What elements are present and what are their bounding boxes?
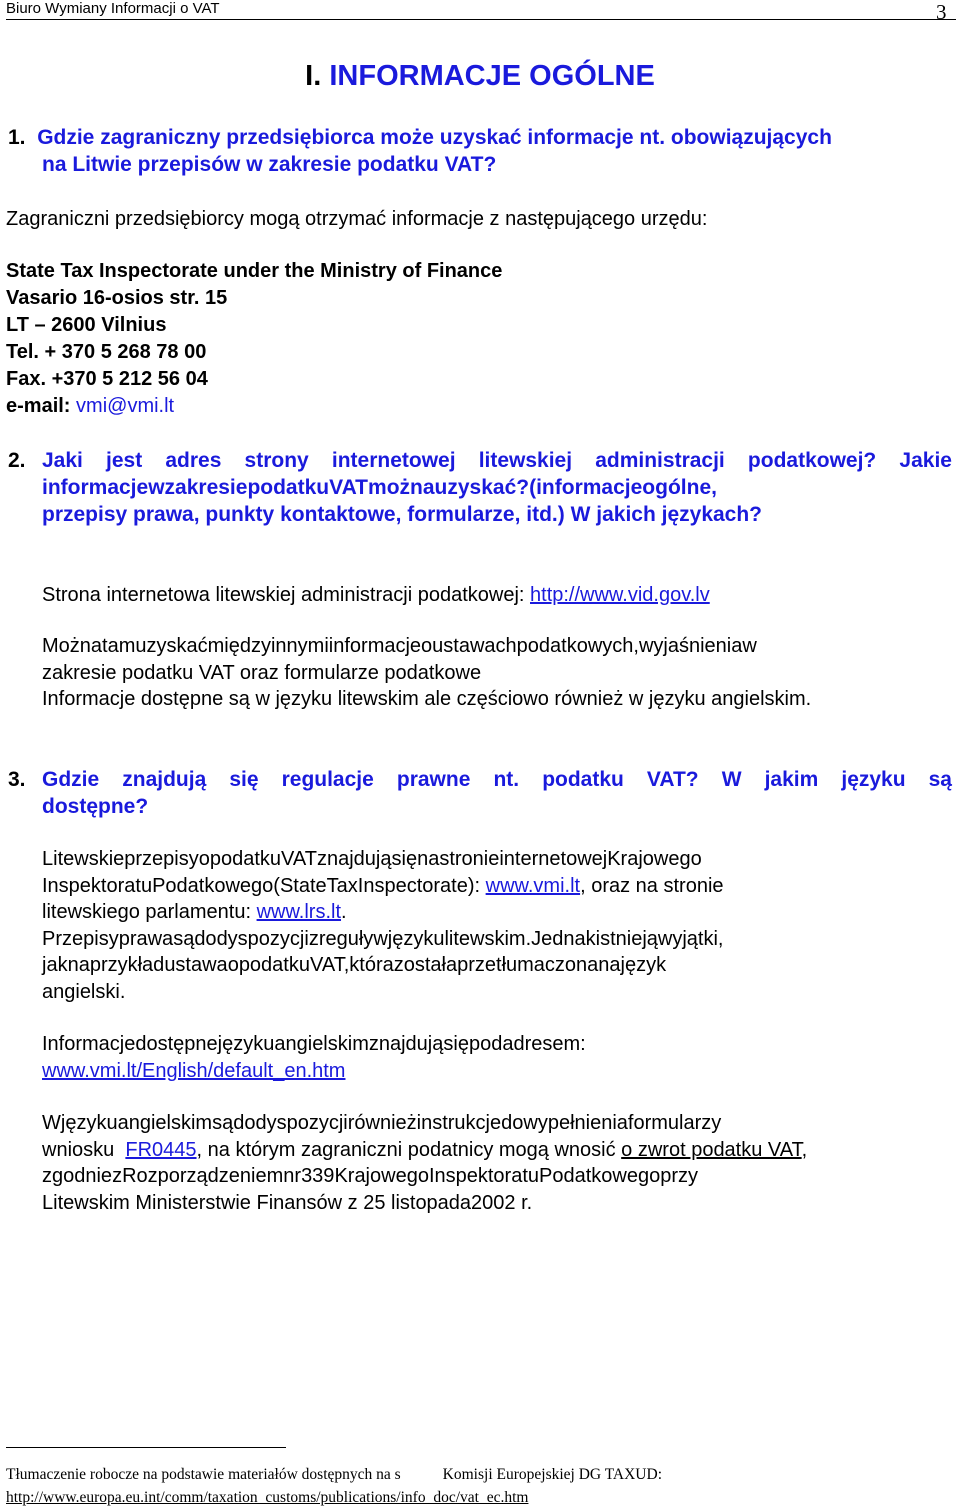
tax-admin-site-label: Strona internetowa litewskiej administracji podatkowej: (42, 584, 531, 606)
word: dyspozycji (216, 927, 309, 950)
word: języku (217, 1033, 275, 1055)
english-info-line (42, 1031, 952, 1058)
q3-answer-paragraph-1 (42, 846, 952, 1005)
word: angielskim (274, 1033, 369, 1055)
running-header: Biuro Wymiany Informacji o VAT (6, 0, 220, 17)
word: informacje (328, 635, 422, 657)
word: wyjątki, (657, 927, 724, 950)
word: wyjaśnienia (638, 635, 743, 657)
office-fax: Fax. +370 5 212 56 04 (6, 368, 208, 390)
footer-divider (6, 1447, 286, 1448)
q3-answer-line-2-word: na (635, 874, 658, 897)
q3-answer-line-2 (42, 873, 952, 900)
word: języku (60, 1112, 118, 1134)
word: na (67, 954, 90, 976)
word: Przepisy (42, 927, 119, 950)
word: litewskim. (444, 927, 532, 950)
office-address (6, 258, 502, 420)
word: została (393, 954, 458, 976)
word: która (349, 954, 394, 976)
word: W (721, 768, 742, 791)
word: przepisy (124, 848, 199, 870)
word: angielskim (117, 1112, 213, 1134)
word: wypełnienia (523, 1112, 628, 1134)
word: podatku (542, 768, 624, 791)
period: . (341, 901, 347, 923)
word: uzyskać (135, 635, 208, 657)
q3-answer-line-3 (42, 899, 952, 926)
word: ustawa (164, 954, 228, 976)
word: jakim (764, 768, 819, 791)
word: Krajowego (334, 1165, 429, 1187)
word: języku (841, 768, 906, 791)
word: się (443, 1033, 469, 1055)
q3-answer-line-6: angielski. (42, 980, 126, 1003)
word: podatku (238, 954, 310, 976)
word: Inspektoratu (428, 1165, 540, 1187)
parliament-label: litewskiego parlamentu: (42, 901, 257, 923)
word: internetowej (331, 449, 456, 472)
word: innymi (270, 635, 329, 657)
word: istnieją (595, 927, 658, 950)
word: zgodnie (42, 1165, 113, 1187)
word: internetowej (499, 848, 608, 870)
question-2-number: 2. (8, 449, 26, 472)
question-3-line-2: dostępne? (42, 795, 149, 818)
question-2-line-2 (42, 474, 952, 501)
fr0445-link[interactable]: FR0445 (125, 1138, 197, 1161)
word: język (620, 954, 667, 976)
word: (State (273, 874, 327, 897)
word: Informacje (42, 1033, 136, 1055)
instructions-line-2 (42, 1137, 952, 1164)
word: do (233, 1112, 256, 1134)
word: są (928, 768, 952, 791)
word: administracji (595, 449, 725, 472)
word: na (598, 954, 621, 976)
section-title (0, 60, 960, 93)
word: reguły (318, 927, 374, 950)
q3-answer-line-4 (42, 926, 952, 953)
instructions-text: , na którym zagraniczni podatnicy mogą wnosić (196, 1138, 622, 1161)
word: się (229, 768, 259, 791)
question-3 (8, 766, 952, 820)
tax-admin-site-link[interactable]: http://www.vid.gov.lv (530, 584, 710, 606)
office-name: State Tax Inspectorate under the Ministry of Finance (6, 260, 503, 282)
question-2-line-1 (42, 447, 952, 474)
word: strony (244, 449, 309, 472)
word: VAT? (646, 768, 699, 791)
office-tel: Tel. + 370 5 268 78 00 (6, 341, 207, 363)
word: Można (42, 635, 103, 657)
word: Podatkowego (539, 1165, 661, 1187)
header-divider (6, 19, 956, 20)
footer-text-b: Komisji Europejskiej DG TAXUD: (442, 1466, 663, 1483)
office-city: LT – 2600 Vilnius (6, 314, 167, 336)
word: tam (102, 635, 136, 657)
q3-answer-line-1 (42, 846, 952, 873)
word: Jakie (899, 449, 952, 472)
word: do (194, 927, 217, 950)
q1-intro: Zagraniczni przedsiębiorcy mogą otrzymać informacje z następującego urzędu: (6, 208, 708, 230)
word: również (347, 1112, 417, 1134)
office-street: Vasario 16-osios str. 15 (6, 287, 228, 309)
word: instrukcje (416, 1112, 502, 1134)
word: na (417, 848, 440, 870)
word: zakresie (164, 476, 248, 499)
word: (informacje (529, 476, 643, 499)
q2-answer-line-2: zakresie podatku VAT oraz formularze podatkowe (42, 661, 482, 684)
lrs-link[interactable]: www.lrs.lt (256, 901, 342, 923)
word: w (148, 476, 165, 499)
footer-link[interactable]: http://www.europa.eu.int/comm/taxation_customs/publications/info_doc/vat_ec.htm (6, 1489, 529, 1506)
word: się (391, 848, 418, 870)
word: Podatkowego (152, 874, 274, 897)
word: można (368, 476, 435, 499)
tax-admin-site (42, 582, 710, 609)
word: jest (106, 449, 143, 472)
word: stronie (439, 848, 500, 870)
word: Tax (326, 874, 358, 897)
q3-answer-line-2-word: stronie (663, 874, 724, 897)
word: języku (387, 927, 445, 950)
section-title-text: INFORMACJE OGÓLNE (329, 60, 655, 92)
word: jak (42, 954, 68, 976)
word: prawa (118, 927, 174, 950)
word: pod (468, 1033, 503, 1055)
word: w (373, 927, 388, 950)
word: VAT (281, 848, 317, 870)
word: adresem: (502, 1033, 586, 1055)
word: Jednak (531, 927, 596, 950)
word: regulacje (281, 768, 374, 791)
word: do (501, 1112, 524, 1134)
word: formularzy (627, 1112, 722, 1134)
word: z (308, 927, 319, 950)
word: Krajowego (607, 848, 702, 870)
question-2 (8, 447, 952, 528)
question-1 (8, 124, 954, 178)
section-title-numeral: I. (305, 60, 322, 92)
word: VAT (329, 476, 369, 499)
word: o (198, 848, 210, 870)
word: Inspectorate): (357, 874, 481, 897)
word: W (42, 1112, 61, 1134)
word: przykład (89, 954, 165, 976)
q3-answer-paragraph-2 (42, 1031, 952, 1084)
word: znajdują (316, 848, 392, 870)
english-info-link[interactable]: www.vmi.lt/English/default_en.htm (42, 1059, 346, 1082)
q3-answer-line-5 (42, 952, 952, 979)
word: nr (283, 1165, 302, 1187)
word: uzyskać? (434, 476, 530, 499)
word: z (112, 1165, 123, 1187)
word: VAT, (309, 954, 350, 976)
instructions-text: wniosku (42, 1138, 126, 1161)
word: znajdują (368, 1033, 444, 1055)
word: Gdzie (42, 768, 100, 791)
word: informacje (42, 476, 149, 499)
word: Jaki (42, 449, 83, 472)
question-1-line-1: Gdzie zagraniczny przedsiębiorca może uzyskać informacje nt. obowiązujących (37, 126, 832, 149)
word: Inspektoratu (42, 874, 153, 897)
word: podatku (209, 848, 282, 870)
word: Litewskie (42, 848, 125, 870)
word: prawne (396, 768, 471, 791)
word: o (421, 635, 433, 657)
word: ustawach (432, 635, 517, 657)
vmi-link[interactable]: www.vmi.lt (485, 874, 581, 897)
question-1-line-2: na Litwie przepisów w zakresie podatku VAT? (42, 153, 497, 176)
word: ogólne, (642, 476, 717, 499)
word: przetłumaczona (457, 954, 599, 976)
q3-answer-line-2-after-link: , oraz (580, 874, 631, 897)
q2-answer-paragraph (42, 633, 952, 713)
word: znajdują (122, 768, 207, 791)
instructions-line-4: Litewskim Ministerstwie Finansów z 25 listopada2002 r. (42, 1191, 533, 1214)
word: nt. (493, 768, 520, 791)
word: są (212, 1112, 234, 1134)
instructions-line-1 (42, 1110, 952, 1137)
word: podatku (247, 476, 330, 499)
instructions-line-3 (42, 1163, 952, 1190)
word: adres (165, 449, 222, 472)
word: podatkowych, (516, 635, 639, 657)
word: o (227, 954, 239, 976)
word: między (207, 635, 271, 657)
word: przy (660, 1165, 699, 1187)
word: Rozporządzeniem (122, 1165, 284, 1187)
q2-answer-line-1 (42, 633, 952, 660)
word: dostępne (135, 1033, 218, 1055)
word: litewskiej (478, 449, 573, 472)
footer-text-a: Tłumaczenie robocze na podstawie materiałów dostępnych na s (6, 1466, 401, 1483)
office-email-link[interactable]: vmi@vmi.lt (76, 395, 175, 417)
word: dyspozycji (255, 1112, 348, 1134)
word: są (173, 927, 195, 950)
office-email-label: e-mail: (6, 395, 77, 417)
footer-line-1 (6, 1466, 662, 1484)
question-1-number: 1. (8, 126, 26, 149)
vat-refund-link[interactable]: o zwrot podatku VAT (621, 1138, 802, 1161)
word: podatkowej? (747, 449, 877, 472)
page-number: 3 (936, 0, 947, 24)
question-3-number: 3. (8, 768, 26, 791)
q3-answer-paragraph-3 (42, 1110, 952, 1216)
question-3-line-1 (42, 766, 952, 793)
instructions-text: , (801, 1138, 808, 1161)
word: 339 (301, 1165, 335, 1187)
question-2-line-3: przepisy prawa, punkty kontaktowe, formularze, itd.) W jakich językach? (42, 503, 763, 526)
q2-answer-line-3: Informacje dostępne są w języku litewskim ale częściowo również w języku angielskim. (42, 688, 812, 710)
word: w (742, 635, 757, 657)
